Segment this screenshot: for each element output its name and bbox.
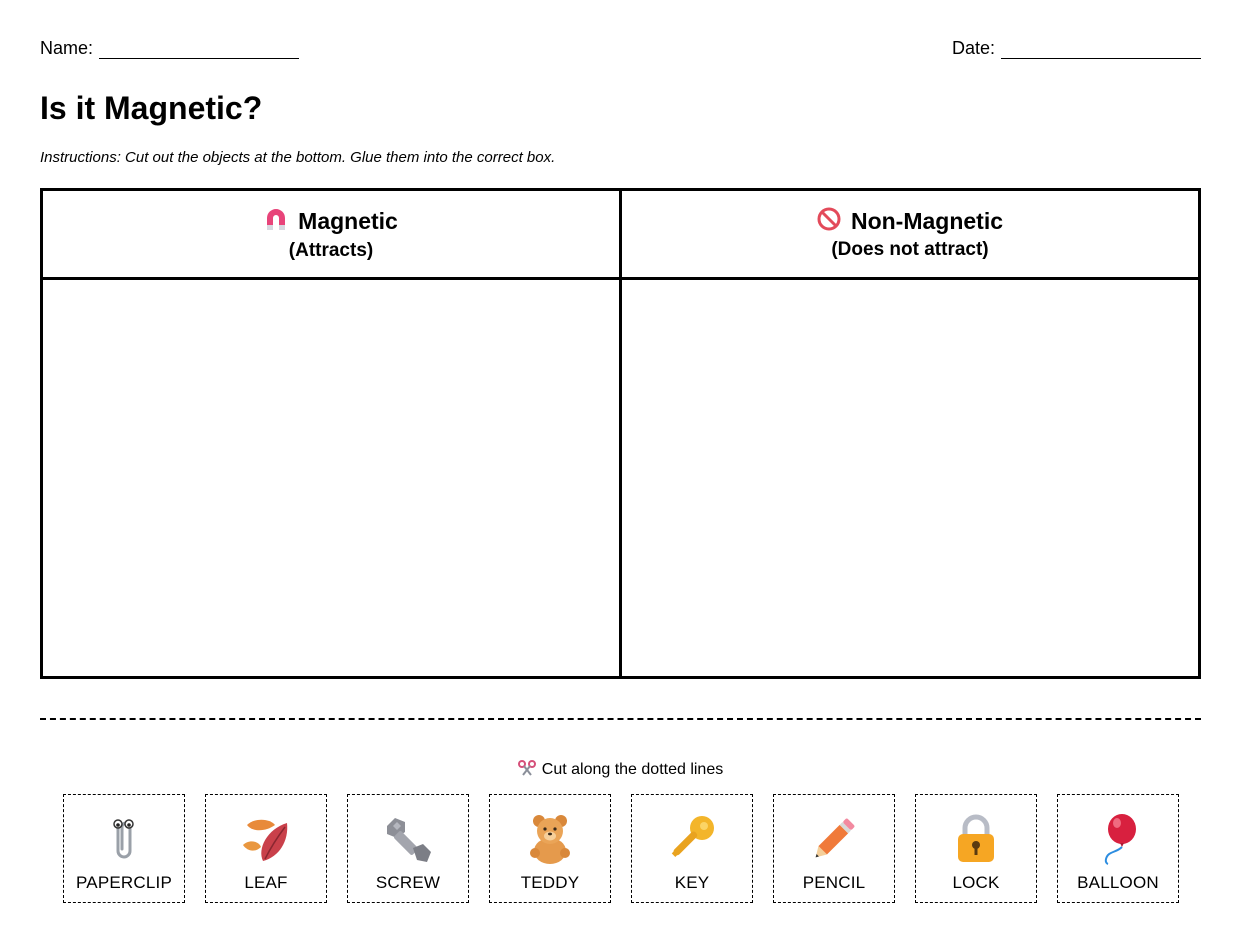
magnetic-drop-area[interactable] <box>43 280 619 676</box>
card-label: PENCIL <box>802 873 866 892</box>
instructions: Instructions: Cut out the objects at the bottom. Glue them into the correct box. <box>40 149 556 166</box>
date-blank-line[interactable] <box>1001 41 1201 59</box>
card-label: BALLOON <box>1077 873 1159 892</box>
pencil-icon <box>806 811 862 867</box>
card-lock[interactable] <box>915 794 1037 903</box>
card-label: TEDDY <box>520 873 580 892</box>
card-label: SCREW <box>375 873 441 892</box>
page-title: Is it Magnetic? <box>40 90 263 126</box>
magnetic-header <box>43 191 619 280</box>
prohibited-icon <box>817 207 841 235</box>
card-key[interactable] <box>631 794 753 903</box>
balloon-icon <box>1090 811 1146 867</box>
name-blank-line[interactable] <box>99 41 299 59</box>
cut-note-text: Cut along the dotted lines <box>541 761 724 778</box>
date-field[interactable] <box>952 38 1201 59</box>
card-teddy[interactable] <box>489 794 611 903</box>
magnetic-column <box>43 191 619 676</box>
card-paperclip[interactable] <box>63 794 185 903</box>
header-row <box>40 38 1201 62</box>
magnet-icon <box>264 206 288 236</box>
card-pencil[interactable] <box>773 794 895 903</box>
name-label: Name: <box>40 38 94 58</box>
magnetic-title: Magnetic <box>298 207 398 234</box>
non-magnetic-subtitle: (Does not attract) <box>831 239 989 260</box>
non-magnetic-column <box>619 191 1198 676</box>
scissors-icon <box>518 760 536 781</box>
card-balloon[interactable] <box>1057 794 1179 903</box>
date-label: Date: <box>951 38 995 58</box>
paperclip-icon <box>96 811 152 867</box>
card-label: KEY <box>674 873 710 892</box>
cutout-cards <box>63 794 1179 903</box>
card-label: PAPERCLIP <box>76 873 172 892</box>
cut-note <box>0 760 1241 781</box>
card-leaf[interactable] <box>205 794 327 903</box>
card-label: LEAF <box>244 873 288 892</box>
teddy-bear-icon <box>522 811 578 867</box>
leaf-icon <box>238 811 294 867</box>
non-magnetic-header <box>622 191 1198 280</box>
screw-icon <box>380 811 436 867</box>
card-label: LOCK <box>952 873 1000 892</box>
lock-icon <box>948 811 1004 867</box>
name-field[interactable] <box>40 38 299 59</box>
non-magnetic-drop-area[interactable] <box>622 280 1198 676</box>
sorting-table <box>40 188 1201 679</box>
magnetic-subtitle: (Attracts) <box>288 240 374 261</box>
non-magnetic-title: Non-Magnetic <box>850 207 1004 234</box>
card-screw[interactable] <box>347 794 469 903</box>
cut-line <box>40 718 1201 720</box>
key-icon <box>664 811 720 867</box>
